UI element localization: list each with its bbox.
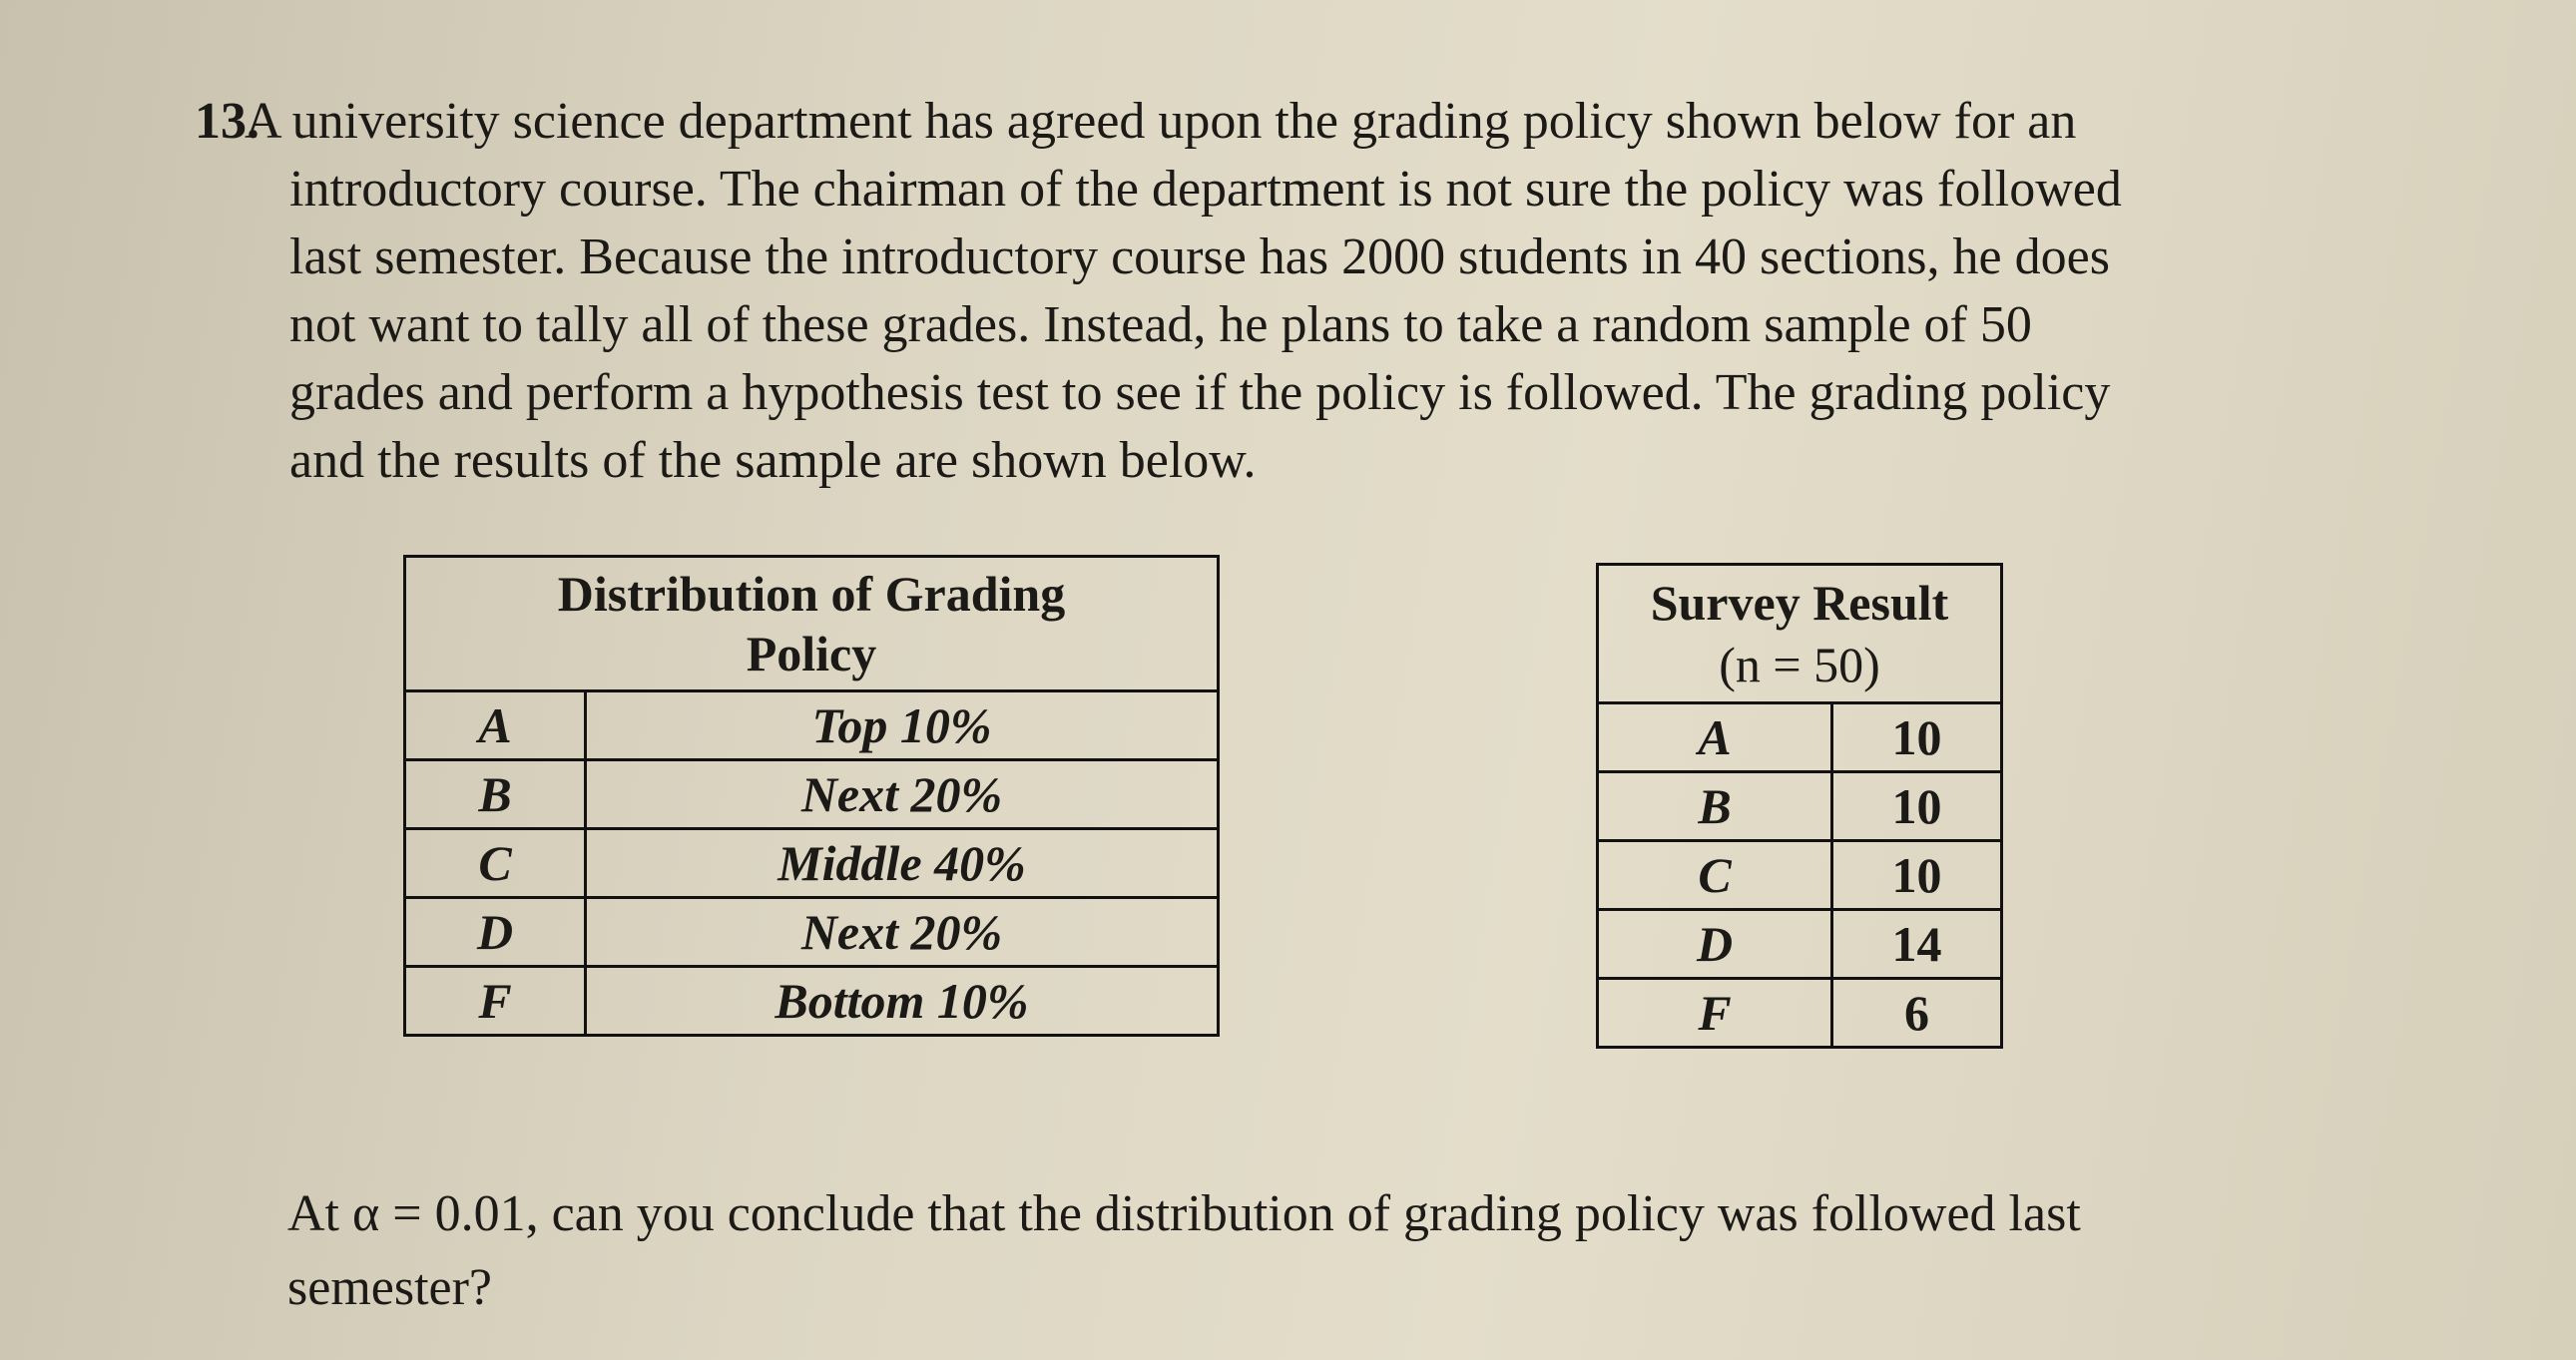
survey-count-cell: 10 xyxy=(1832,703,2002,772)
table-row xyxy=(405,760,1219,829)
problem-line-3: last semester. Because the introductory course has 2000 students in 40 sections, he does xyxy=(289,228,2110,285)
policy-table-title-line-2: Policy xyxy=(746,626,877,681)
problem-line-6: and the results of the sample are shown below. xyxy=(289,432,1257,489)
survey-count-cell: 10 xyxy=(1832,841,2002,910)
survey-grade-cell: F xyxy=(1598,979,1832,1048)
policy-share-cell: Bottom 10% xyxy=(586,967,1219,1036)
policy-table-header xyxy=(405,557,1219,691)
policy-share-cell: Top 10% xyxy=(586,691,1219,760)
survey-count-cell: 14 xyxy=(1832,910,2002,979)
survey-table-header xyxy=(1598,565,2002,703)
table-row xyxy=(1598,910,2002,979)
question-text xyxy=(287,1177,2383,1325)
policy-grade-cell: C xyxy=(405,829,586,898)
problem-line-2: introductory course. The chairman of the department is not sure the policy was followed xyxy=(289,161,2122,218)
policy-grade-cell: D xyxy=(405,898,586,967)
table-row xyxy=(1598,841,2002,910)
table-row xyxy=(1598,703,2002,772)
survey-table-title-line-1: Survey Result xyxy=(1650,575,1949,631)
problem-line-1: A university science department has agreed upon the grading policy shown below for an xyxy=(245,93,2077,150)
policy-grade-cell: A xyxy=(405,691,586,760)
table-row xyxy=(405,691,1219,760)
survey-grade-cell: D xyxy=(1598,910,1832,979)
survey-result-table xyxy=(1596,563,2003,1049)
policy-share-cell: Next 20% xyxy=(586,760,1219,829)
table-row xyxy=(405,967,1219,1036)
policy-grade-cell: F xyxy=(405,967,586,1036)
survey-count-cell: 6 xyxy=(1832,979,2002,1048)
table-row xyxy=(1598,979,2002,1048)
table-row xyxy=(405,898,1219,967)
question-line-2: semester? xyxy=(287,1259,493,1316)
policy-grade-cell: B xyxy=(405,760,586,829)
policy-share-cell: Middle 40% xyxy=(586,829,1219,898)
problem-line-5: grades and perform a hypothesis test to see if the policy is followed. The grading policy xyxy=(289,364,2111,421)
problem-text xyxy=(245,88,2385,495)
survey-grade-cell: B xyxy=(1598,772,1832,841)
survey-table-title-line-2: (n = 50) xyxy=(1719,637,1880,692)
question-line-1: At α = 0.01, can you conclude that the distribution of grading policy was followed last xyxy=(287,1185,2081,1242)
problem-number: 13. xyxy=(195,93,259,150)
table-row xyxy=(405,829,1219,898)
grading-policy-table xyxy=(403,555,1220,1037)
policy-table-title-line-1: Distribution of Grading xyxy=(557,566,1066,622)
problem-line-4: not want to tally all of these grades. Instead, he plans to take a random sample of 50 xyxy=(289,296,2032,353)
policy-share-cell: Next 20% xyxy=(586,898,1219,967)
survey-grade-cell: C xyxy=(1598,841,1832,910)
survey-count-cell: 10 xyxy=(1832,772,2002,841)
survey-grade-cell: A xyxy=(1598,703,1832,772)
table-row xyxy=(1598,772,2002,841)
